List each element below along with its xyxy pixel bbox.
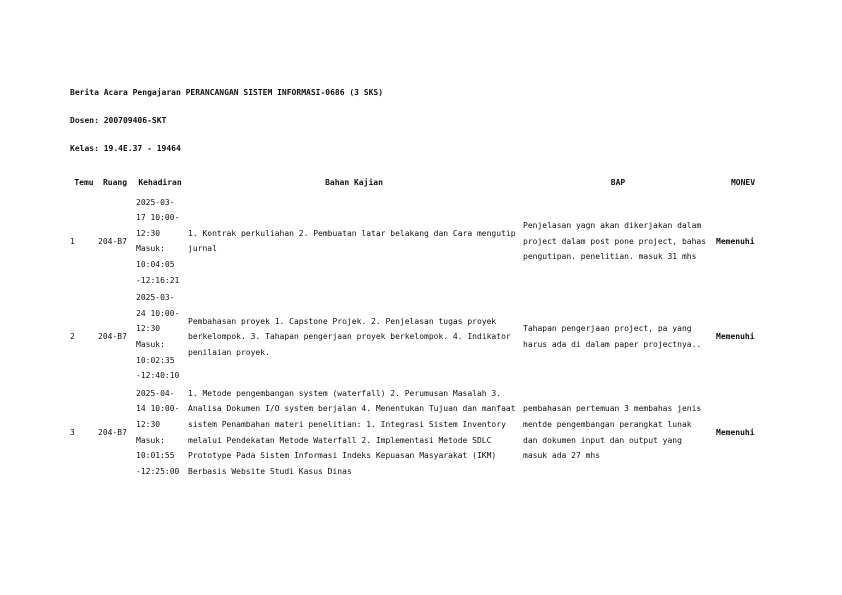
table-header-row xyxy=(70,172,770,195)
kehadiran-line: Masuk: xyxy=(136,435,165,445)
cell-bahan-kajian: 1. Kontrak perkuliahan 2. Pembuatan latar belakang dan Cara mengutip jurnal xyxy=(188,228,516,254)
cell-monev: Memenuhi xyxy=(716,427,755,437)
table-row xyxy=(70,290,770,386)
cell-kehadiran xyxy=(132,290,188,386)
kehadiran-line: -12:40:10 xyxy=(136,371,180,381)
header-bahan-kajian: Bahan Kajian xyxy=(325,178,383,187)
cell-kehadiran xyxy=(132,386,188,482)
cell-temu: 3 xyxy=(70,427,75,437)
kehadiran-line: 2025-03- xyxy=(136,293,175,303)
dosen-label: Dosen: 200709406-SKT xyxy=(70,116,167,125)
kehadiran-line: -12:25:00 xyxy=(136,466,180,476)
header-temu: Temu xyxy=(74,178,94,187)
kehadiran-line: 24 10:00- xyxy=(136,308,180,318)
kehadiran-line: 10:02:35 xyxy=(136,355,175,365)
kehadiran-line: 2025-03- xyxy=(136,197,175,207)
cell-bap: Tahapan pengerjaan project, pa yang harus ada di dalam paper projectnya.. xyxy=(523,324,702,349)
kehadiran-line: 2025-04- xyxy=(136,388,175,398)
document-title: Berita Acara Pengajaran PERANCANGAN SISTEM INFORMASI-0686 (3 SKS) xyxy=(70,88,384,97)
kehadiran-line: 12:30 xyxy=(136,419,161,429)
cell-bahan-kajian: Pembahasan proyek 1. Capstone Projek. 2. Penjelasan tugas proyek berkelompok. 3. Tahapan pengerjaan proyek berkelompok. 4. Indikator penilaian proyek. xyxy=(188,316,511,357)
cell-temu: 2 xyxy=(70,332,75,342)
cell-bahan-kajian: 1. Metode pengembangan system (waterfall) 2. Perumusan Masalah 3. Analisa Dokumen I/O system berjalan 4. Menentukan Tujuan dan manfaat sistem Penambahan materi penelitian: 1. Integrasi Sistem Inventory melalui Pendekatan Metode Waterfall 2. Implementasi Metode SDLC Prototype Pada Sistem Informasi Indeks Kepuasan Masyarakat (IKM) Berbasis Website Studi Kasus Dinas xyxy=(188,388,516,476)
cell-ruang: 204-B7 xyxy=(98,236,127,246)
kehadiran-line: 10:01:55 xyxy=(136,451,175,461)
cell-monev: Memenuhi xyxy=(716,236,755,246)
kehadiran-line: -12:16:21 xyxy=(136,275,180,285)
cell-ruang: 204-B7 xyxy=(98,332,127,342)
cell-bap: pembahasan pertemuan 3 membahas jenis mentde pengembangan perangkat lunak dan dokumen input dan output yang masuk ada 27 mhs xyxy=(523,404,702,461)
kehadiran-line: Masuk: xyxy=(136,339,165,349)
header-kehadiran: Kehadiran xyxy=(138,178,182,187)
table-row xyxy=(70,386,770,482)
kehadiran-line: 12:30 xyxy=(136,228,161,238)
header-bap: BAP xyxy=(610,178,626,187)
document-page xyxy=(70,88,770,481)
table-row xyxy=(70,195,770,291)
kehadiran-line: 14 10:00- xyxy=(136,404,180,414)
header-monev: MONEV xyxy=(730,178,756,187)
cell-ruang: 204-B7 xyxy=(98,427,127,437)
header-ruang: Ruang xyxy=(102,178,128,187)
teaching-report-table xyxy=(70,172,770,481)
cell-temu: 1 xyxy=(70,236,75,246)
cell-kehadiran xyxy=(132,195,188,291)
kelas-label: Kelas: 19.4E.37 - 19464 xyxy=(70,144,181,153)
cell-bap: Penjelasan yagn akan dikerjakan dalam project dalam post pone project, bahas pengutipan. penelitian. masuk 31 mhs xyxy=(523,220,707,262)
kehadiran-line: 10:04:05 xyxy=(136,259,175,269)
kehadiran-line: Masuk: xyxy=(136,244,165,254)
kehadiran-line: 12:30 xyxy=(136,324,161,334)
kehadiran-line: 17 10:00- xyxy=(136,213,180,223)
cell-monev: Memenuhi xyxy=(716,332,755,342)
